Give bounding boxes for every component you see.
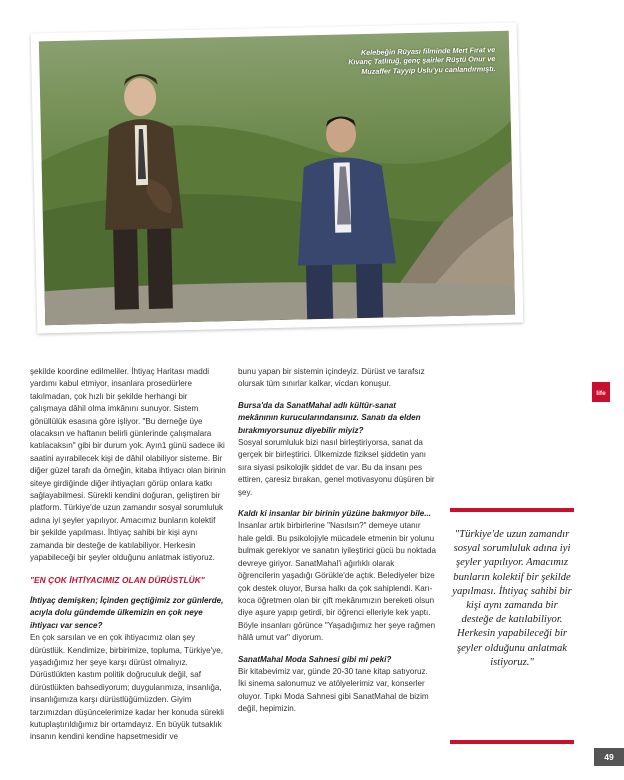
paragraph: Sosyal sorumluluk bizi nasıl birleştiriyorsa, sanat da gerçek bir birleştirici. Ülkemizde fiziksel şiddetin yanı sıra siyasi psikolojik şiddet de var. Bu da insanı pes ettiren, çaresiz bırakan, genel motivasyonu düşüren bir şey. <box>238 438 435 497</box>
magazine-logo <box>592 382 610 402</box>
film-still-illustration <box>39 31 515 326</box>
film-still-photo <box>39 31 515 326</box>
paragraph: bunu yapan bir sistemin içindeyiz. Dürüst ve tarafsız olursak tüm sınırlar kalkar, vicdan konuşur. <box>238 367 425 389</box>
interview-question: SanatMahal Moda Sahnesi gibi mi peki? <box>238 654 392 664</box>
article-column-2 <box>238 366 436 716</box>
pull-quote-text: "Türkiye'de uzun zamandır sosyal sorumluluk adına iyi şeyler yapılıyor. Amacımız bunların kolektif bir şekilde yapılması. İhtiyaç sahibi bir kişi aynı zamanda bir desteğe de katılabiliyor. Herkesin yapabileceği bir şeyler olduğunu anlatmak istiyoruz." <box>452 529 572 668</box>
pull-quote <box>450 508 574 744</box>
paragraph: En çok sarsılan ve en çok ihtiyacımız olan şey dürüstlük. Kendimize, birbirimize, topluma, Türkiye'ye, yaşadığımız her şeye karşı dürüst olmalıyız. Dürüstlükten kastım politik doğruculuk değil, saf dürüstlükten bahsediyorum; duygularımıza, insanlığa, insanlığımıza karşı dürüstlüğümüzden. Giyim tarzımızdan düşüncelerimize kadar her konuda sürekli kutuplaştırıldığımız bir ortamdayız. En büyük tutsaklık insanın kendini kendine hapsetmesidir ve <box>30 633 224 742</box>
section-heading: "EN ÇOK İHTİYACIMIZ OLAN DÜRÜSTLÜK" <box>30 574 205 585</box>
photo-frame <box>31 23 524 334</box>
article-column-1 <box>30 366 226 744</box>
interview-question: İhtiyaç demişken; İçinden geçtiğimiz zor günlerde, acıyla dolu gündemde ülkemizin en çok neye ihtiyacı var sence? <box>30 595 224 630</box>
paragraph: İnsanlar artık birbirlerine "Nasılsın?" demeye utanır hale geldi. Bu psikolojiyle mücadele etmenin bir yolunu bulmak gerekiyor ve sanatın iyileştirici gücü bu noktada devreye giriyor. SanatMahal'i ağırlıklı olarak öğrencilerin yaşadığı Görükle'de açtık. Belediyeler bize çok destek oluyor, Bursa halkı da çok sahiplendi. Karı-koca öğretmen olan bir çift mekânımızın bereketi olsun diye aşure yapıp getirdi, bir öğrenci elleriyle kek yaptı. Böyle insanları görünce "Yaşadığımız her şeye rağmen hâlâ umut var" diyorum. <box>238 521 436 643</box>
photo-caption: Kelebeğin Rüyası filminde Mert Fırat ve Kıvanç Tatlıtuğ, genç şairler Rüştü Onur ve Muzaffer Tayyip Uslu'yu canlandırmıştı. <box>348 45 496 76</box>
paragraph: Bir kitabevimiz var, günde 20-30 tane kitap satıyoruz. İki sinema salonumuz ve atölyelerimiz var, konserler oluyor. Tıpkı Moda Sahnesi gibi SanatMahal de bizim değil, hepimizin. <box>238 666 429 714</box>
interview-question: Bursa'da da SanatMahal adlı kültür-sanat mekânının kurucularındansınız. Sanatı da elden bırakmıyorsunuz diyebilir miyiz? <box>238 400 421 435</box>
page-number: 49 <box>594 748 624 766</box>
interview-question: Kaldı ki insanlar bir birinin yüzüne bakmıyor bile... <box>238 509 431 519</box>
paragraph: şekilde koordine edilmeliler. İhtiyaç Haritası maddi yardımı kabul etmiyor, insanlara prosedürlere takılmadan, çok hızlı bir şekilde herhangi bir çalışmaya dâhil olma imkânını sunuyor. Sistem gönüllülük esasına göre işliyor. "Bu derneğe üye olacaksın ve haftanın belirli günlerinde çalışmalara katılacaksın" gibi bir durum yok. Ayın1 günü sadece iki saatini ayırabilecek kişi de dâhil olabiliyor sisteme. Bir diğer güzel tarafı da örneğin, kitaba ihtiyacı olan birinin siteye girdiğinde diğer ihtiyaçları görüp onlara katkı sağlayabilmesi. Sürekli kendini doğuran, geliştiren bir platform. Türkiye'de uzun zamandır sosyal sorumluluk adına iyi şeyler yapılıyor. Amacımız bunların kolektif bir şekilde yapılması. İhtiyaç sahibi bir kişi aynı zamanda bir desteğe de katılabiliyor. Herkesin yapabileceği bir şeyler olduğunu anlatmak istiyoruz. <box>30 367 226 563</box>
logo-text: life <box>596 390 606 397</box>
